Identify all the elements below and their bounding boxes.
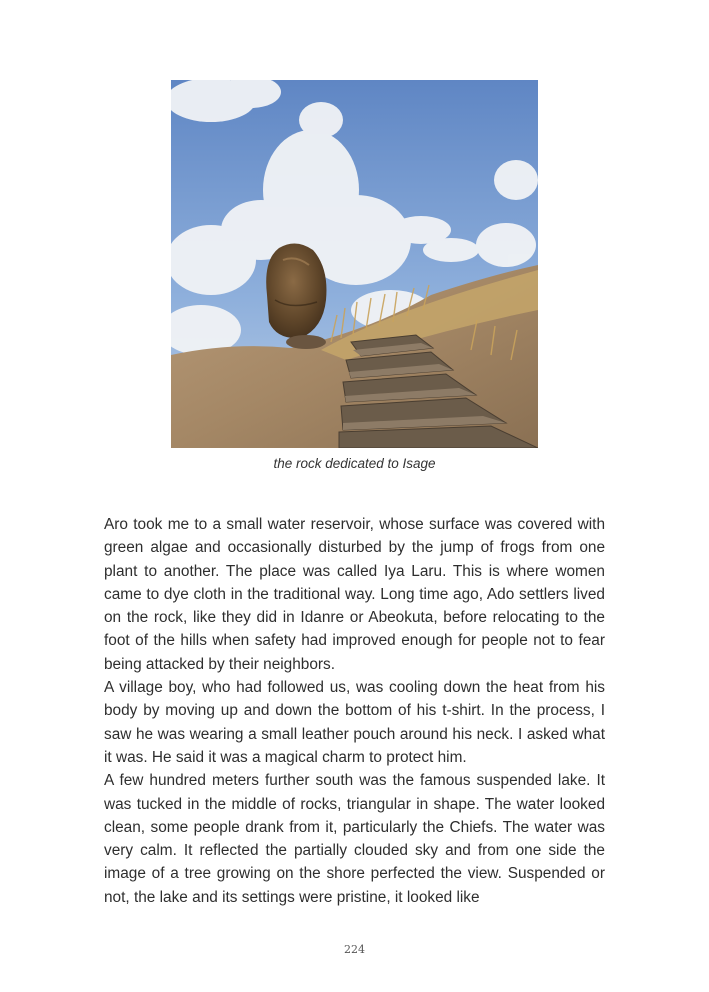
body-text	[104, 513, 605, 909]
paragraph: A few hundred meters further south was the famous suspended lake. It was tucked in the middle of rocks, triangular in shape. The water looked clean, some people drank from it, particularly the Chiefs. The water was very calm. It reflected the partially clouded sky and from one side the image of a tree growing on the shore perfected the view. Suspended or not, the lake and its settings were pristine, it looked like	[104, 772, 605, 906]
page-number: 224	[344, 943, 365, 956]
paragraph: Aro took me to a small water reservoir, whose surface was covered with green algae and occasionally disturbed by the jump of frogs from one plant to another. The place was called Iya Laru. This is where women came to dye cloth in the traditional way. Long time ago, Ado settlers lived on the rock, like they did in Idanre or Abeokuta, before relocating to the foot of the hills when safety had improved enough for people not to fear being attacked by their neighbors.	[104, 516, 605, 673]
paragraph: A village boy, who had followed us, was cooling down the heat from his body by moving up and down the bottom of his t-shirt. In the process, I saw he was wearing a small leather pouch around his neck. I asked what it was. He said it was a magical charm to protect him.	[104, 679, 605, 766]
rock-photo	[171, 80, 538, 448]
figure-caption: the rock dedicated to Isage	[273, 456, 436, 471]
